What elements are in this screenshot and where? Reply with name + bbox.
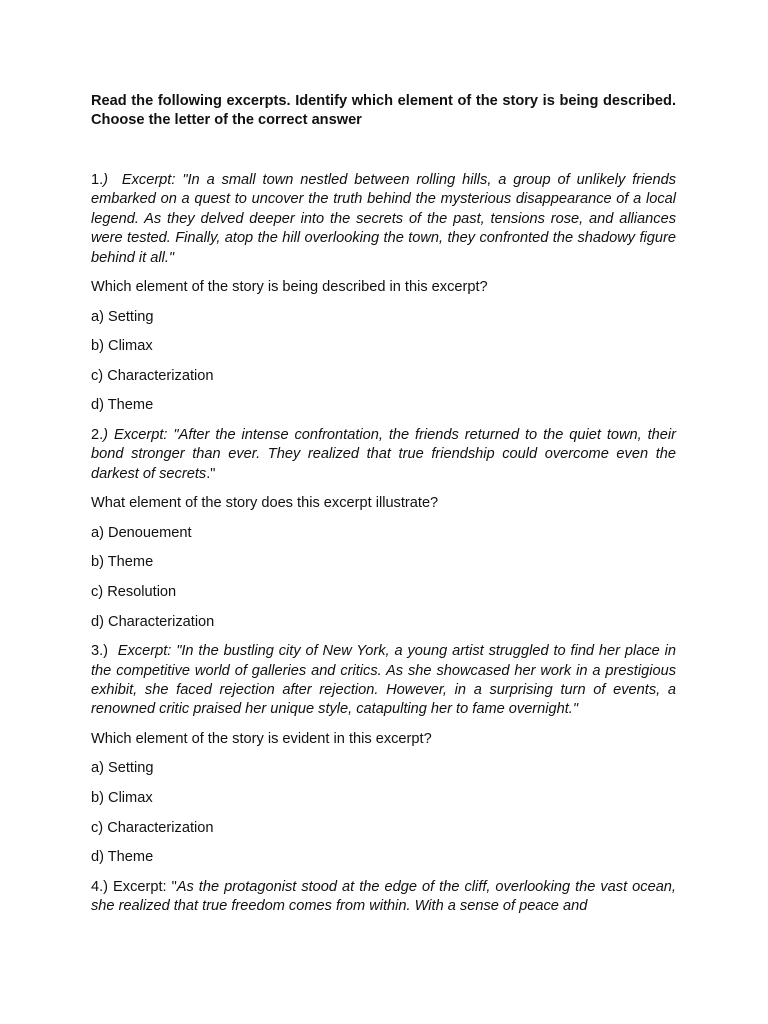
question-3-excerpt-text: "In the bustling city of New York, a young artist struggled to find her place in the competitive world of galleries and critics. As she showcased her work in a prestigious exhibit, she faced rejection after rejection. However, in a surprising turn of events, a renowned critic praised her unique style, catapulting her to fame overnight." [91,643,677,718]
question-1-label: Excerpt: [121,172,183,188]
question-4-excerpt-text: As the protagonist stood at the edge of the cliff, overlooking the vast ocean, she realized that true freedom comes from within. With a sense of peace and [91,878,676,915]
question-3-excerpt [91,642,676,720]
instructions: Read the following excerpts. Identify which element of the story is being described. Choose the letter of the correct answer [91,93,676,128]
question-2-number-suffix: ) [103,427,109,443]
question-2-option-c: c) Resolution [91,584,177,600]
question-3-label: Excerpt: [117,643,177,660]
question-3-option-b: b) Climax [91,790,153,806]
question-1-option-d: d) Theme [91,397,154,414]
question-2-option-a: a) Denouement [91,524,192,541]
question-2-option-b: b) Theme [91,554,154,571]
question-1-number-suffix: ) [103,172,109,188]
question-4-excerpt [91,878,676,917]
question-3-option-c: c) Characterization [91,819,214,836]
question-2-label: Excerpt: [108,427,174,443]
question-1-prompt: Which element of the story is being described in this excerpt? [91,279,488,296]
question-1-option-a: a) Setting [91,308,154,325]
question-2-prompt: What element of the story does this excerpt illustrate? [91,495,439,512]
question-1-option-c: c) Characterization [91,367,214,384]
question-2 [91,426,676,632]
worksheet-page [91,92,676,917]
question-4-number: 4.) Excerpt: " [91,878,177,895]
question-1-excerpt-text: "In a small town nestled between rolling hills, a group of unlikely friends embarked on a quest to uncover the truth behind the mysterious disappearance of a local legend. As they delved deeper into the secrets of the past, tensions rose, and alliances were tested. Finally, atop the hill overlooking the town, they confronted the shadowy figure behind it all." [91,172,676,266]
question-1 [91,171,676,415]
question-2-excerpt [91,426,676,484]
question-2-number: 2. [91,427,104,443]
question-3-option-a: a) Setting [91,760,154,777]
question-2-excerpt-tail: ." [206,465,216,482]
question-4 [91,878,676,917]
question-1-option-b: b) Climax [91,338,153,355]
question-3 [91,642,676,867]
question-1-excerpt [91,171,676,268]
question-3-option-d: d) Theme [91,849,154,866]
question-1-number: 1. [91,172,104,188]
question-2-excerpt-text: "After the intense confrontation, the friends returned to the quiet town, their bond stronger than ever. They realized that true friendship could overcome even the darkest of secrets [91,427,677,482]
question-3-prompt: Which element of the story is evident in this excerpt? [91,730,432,747]
question-3-number: 3.) [91,643,109,660]
question-2-option-d: d) Characterization [91,613,215,630]
